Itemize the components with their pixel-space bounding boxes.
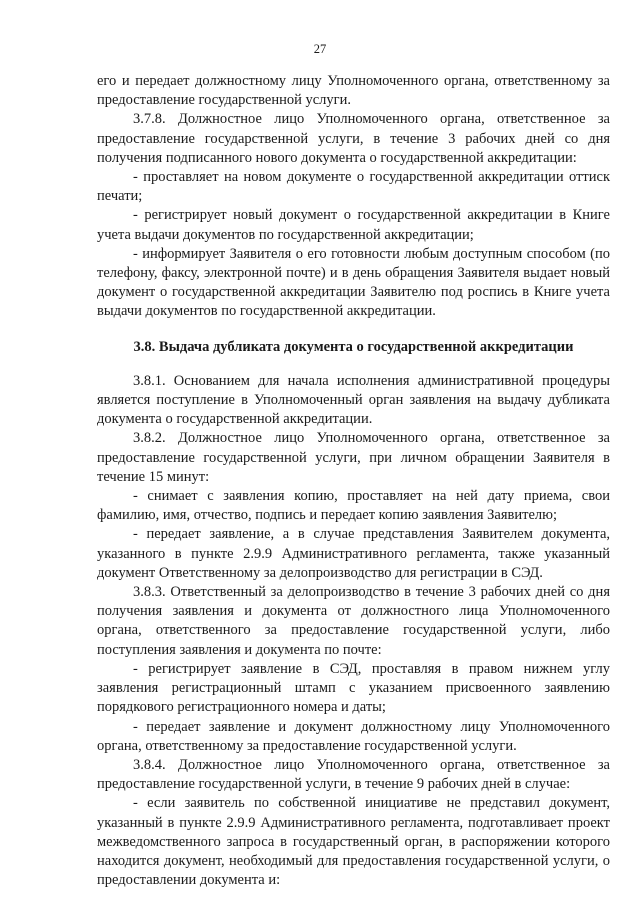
paragraph-continuation: его и передает должностному лицу Уполномоченного органа, ответственному за предоставление государственной услуги. (97, 73, 610, 109)
paragraph-3-8-4: 3.8.4. Должностное лицо Уполномоченного органа, ответственное за предоставление государственной услуги, в течение 9 рабочих дней в случае: (97, 756, 610, 793)
list-item-stamp: - проставляет на новом документе о государственной аккредитации оттиск печати; (97, 169, 610, 205)
list-item-request: - если заявитель по собственной инициативе не представил документ, указанный в пункте 2.9.9 Административного регламента, подготавливает проект межведомственного запроса в государственный орган, в распоряжении которого находится документ, необходимый для предоставления государственной услуги, о предоставлении документа и: (97, 795, 610, 889)
page-number: 27 (313, 42, 327, 56)
list-item-transfer: - передает заявление, а в случае представления Заявителем документа, указанного в пункте 2.9.9 Административного регламента, также указанный документ Ответственному за делопроизводство для регистрации в СЭД. (97, 526, 610, 581)
list-item-copy: - снимает с заявления копию, проставляет на ней дату приема, свои фамилию, имя, отчество, подпись и передает копию заявления Заявителю; (97, 488, 610, 524)
paragraph-3-8-1: 3.8.1. Основанием для начала исполнения административной процедуры является поступление в Уполномоченный орган заявления на выдачу дубликата документа о государственной аккредитации. (97, 372, 610, 428)
paragraph-3-8-2: 3.8.2. Должностное лицо Уполномоченного органа, ответственное за предоставление государственной услуги, при личном обращении Заявителя в течение 15 минут: (97, 430, 610, 485)
paragraph-3-8-3: 3.8.3. Ответственный за делопроизводство в течение 3 рабочих дней со дня получения заявления и документа от должностного лица Уполномоченного органа, ответственного за предоставление государственной услуги, либо поступления заявления и документа по почте: (97, 584, 610, 658)
section-top (97, 72, 610, 322)
list-item-register: - регистрирует новый документ о государственной аккредитации в Книге учета выдачи документов по государственной аккредитации; (97, 207, 610, 243)
document-body (97, 72, 610, 890)
list-item-pass-on: - передает заявление и документ должностному лицу Уполномоченного органа, ответственному за предоставление государственной услуги. (97, 718, 610, 754)
section-heading: 3.8. Выдача дубликата документа о государственной аккредитации (133, 338, 574, 355)
section-bottom (97, 372, 610, 890)
list-item-register-sed: - регистрирует заявление в СЭД, проставляя в правом нижнем углу заявления регистрационный штамп с указанием присвоенного заявлению порядкового регистрационного номера и даты; (97, 660, 610, 716)
list-item-inform: - информирует Заявителя о его готовности любым доступным способом (по телефону, факсу, электронной почте) и в день обращения Заявителя выдает новый документ о государственной аккредитации Заявителю под роспись в Книге учета выдачи документов по государственной аккредитации. (97, 245, 610, 320)
paragraph-3-7-8: 3.7.8. Должностное лицо Уполномоченного органа, ответственное за предоставление государственной услуги, в течение 3 рабочих дней со дня получения подписанного нового документа о государственной аккредитации: (97, 111, 610, 166)
